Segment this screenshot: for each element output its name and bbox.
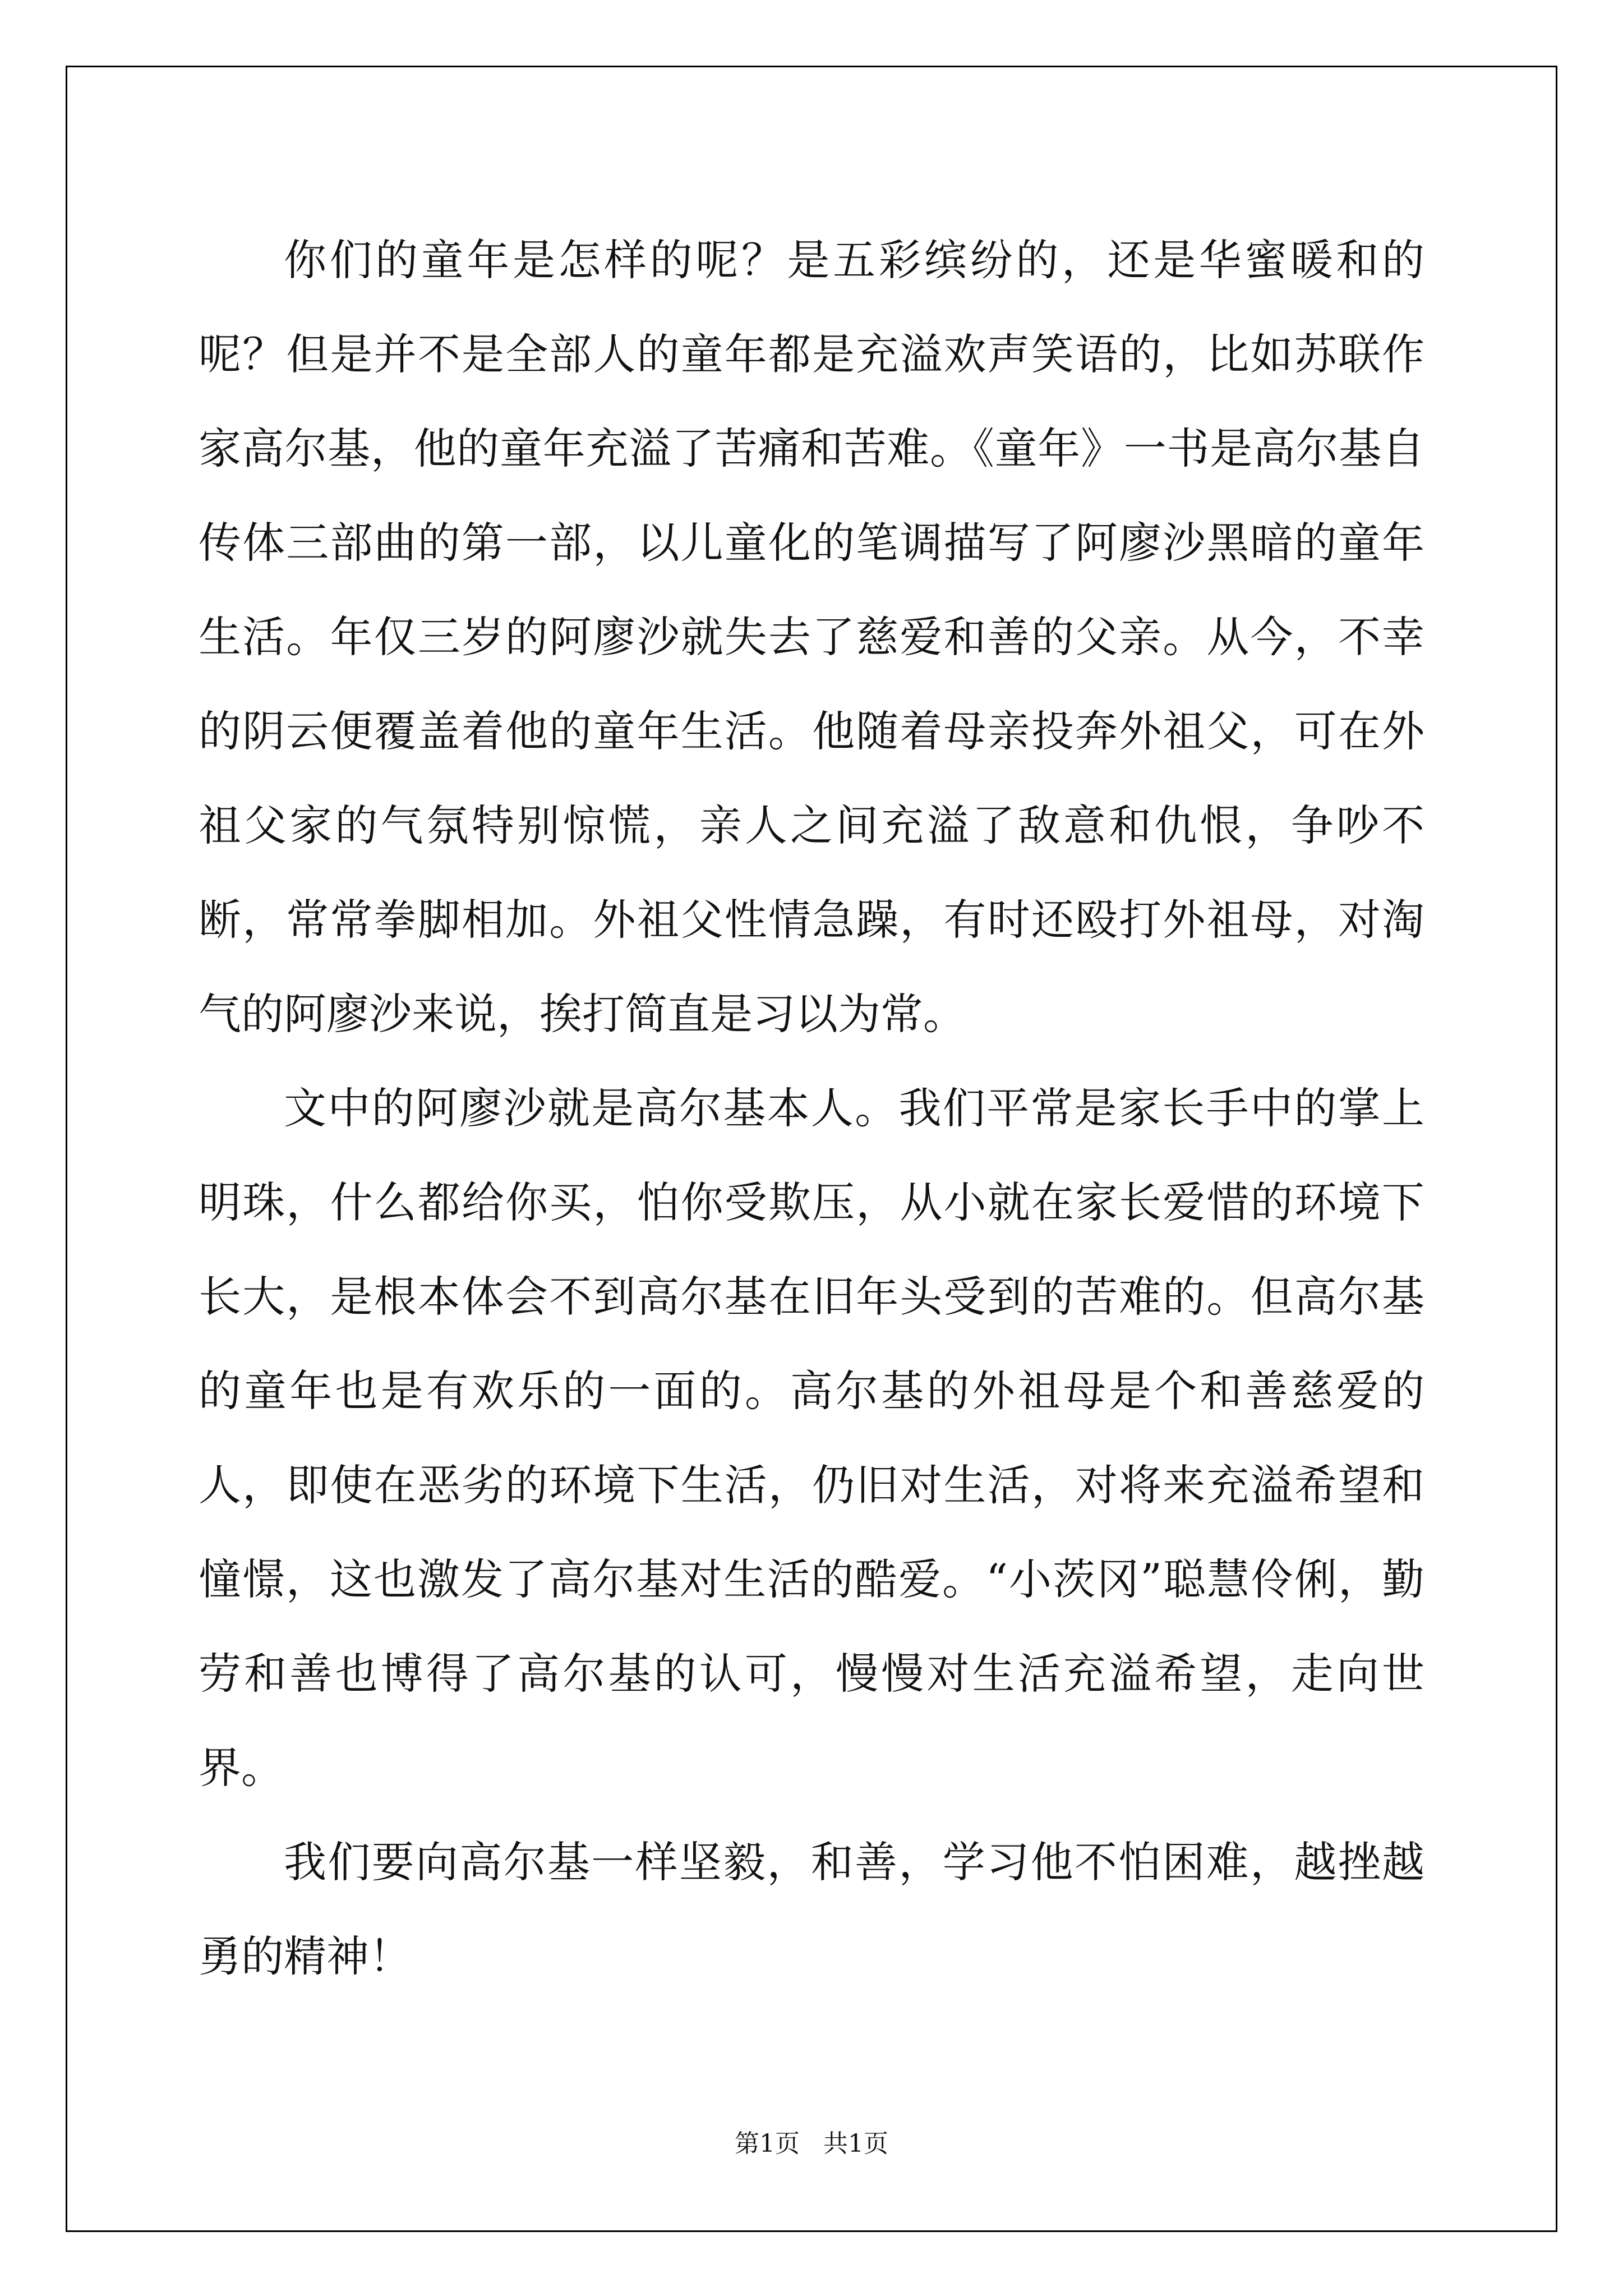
- document-body: [199, 213, 1424, 2004]
- paragraph-2: 文中的阿廖沙就是高尔基本人。我们平常是家长手中的掌上明珠，什么都给你买，怕你受欺压，从小就在家长爱惜的环境下长大，是根本体会不到高尔基在旧年头受到的苦难的。但高尔基的童年也是有欢乐的一面的。高尔基的外祖母是个和善慈爱的人，即使在恶劣的环境下生活，仍旧对生活，对将来充溢希望和憧憬，这也激发了高尔基对生活的酷爱。“小茨冈”聪慧伶俐，勤劳和善也博得了高尔基的认可，慢慢对生活充溢希望，走向世界。: [199, 1083, 1424, 1793]
- paragraph-3: 我们要向高尔基一样坚毅，和善，学习他不怕困难，越挫越勇的精神！: [199, 1837, 1424, 1981]
- page-number: 第1页: [735, 2129, 800, 2158]
- page-footer: [0, 2123, 1623, 2159]
- paragraph-1: 你们的童年是怎样的呢？是五彩缤纷的，还是华蜜暖和的呢？但是并不是全部人的童年都是充溢欢声笑语的，比如苏联作家高尔基，他的童年充溢了苦痛和苦难。《童年》一书是高尔基自传体三部曲的第一部，以儿童化的笔调描写了阿廖沙黑暗的童年生活。年仅三岁的阿廖沙就失去了慈爱和善的父亲。从今，不幸的阴云便覆盖着他的童年生活。他随着母亲投奔外祖父，可在外祖父家的气氛特别惊慌，亲人之间充溢了敌意和仇恨，争吵不断，常常拳脚相加。外祖父性情急躁，有时还殴打外祖母，对淘气的阿廖沙来说，挨打简直是习以为常。: [199, 235, 1424, 1039]
- page-total: 共1页: [823, 2129, 888, 2158]
